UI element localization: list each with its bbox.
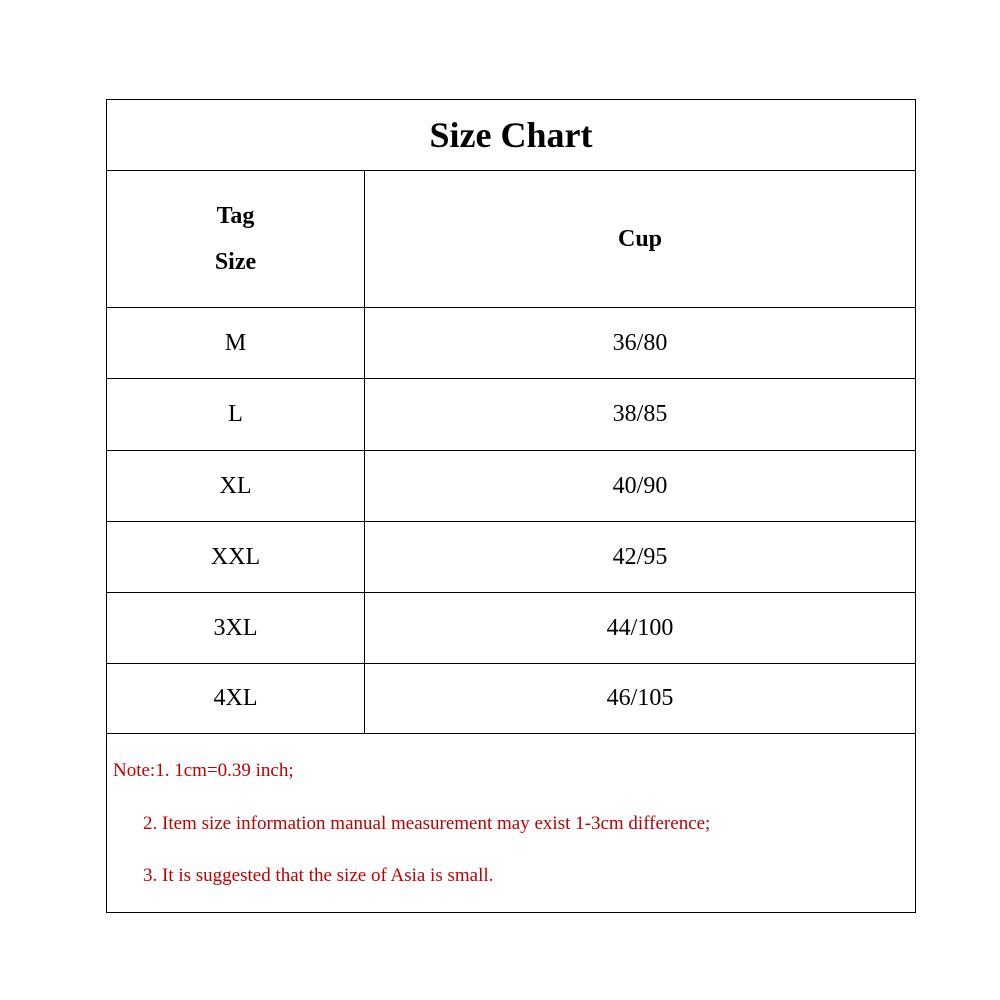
size-cell: L: [107, 379, 365, 450]
table-row: [107, 451, 915, 522]
table-row: [107, 308, 915, 379]
note-1: Note:1. 1cm=0.39 inch;: [113, 760, 294, 781]
table-row: [107, 379, 915, 451]
size-cell: 3XL: [107, 593, 365, 663]
table-row: [107, 522, 915, 593]
size-cell: XL: [107, 451, 365, 521]
size-cell: 4XL: [107, 664, 365, 733]
cup-cell: 42/95: [612, 543, 668, 570]
note-3: 3. It is suggested that the size of Asia is small.: [143, 865, 494, 886]
header-cup: [365, 171, 915, 307]
cup-cell: 36/80: [612, 329, 668, 356]
table-row: [107, 664, 915, 734]
title-row: [107, 100, 915, 171]
header-tag-size: [107, 171, 365, 307]
size-chart-table: [106, 99, 916, 913]
table-row: [107, 593, 915, 664]
note-2: 2. Item size information manual measurement may exist 1-3cm difference;: [143, 813, 711, 834]
size-cell: M: [107, 308, 365, 378]
chart-title: Size Chart: [429, 115, 593, 155]
header-tag-line1: Tag: [216, 203, 255, 229]
cup-cell: 38/85: [612, 401, 668, 427]
size-cell: XXL: [107, 522, 365, 592]
header-row: [107, 171, 915, 308]
notes-section: [107, 733, 915, 912]
cup-cell: 40/90: [612, 472, 668, 499]
cup-cell: 46/105: [606, 685, 674, 711]
header-cup-label: Cup: [617, 225, 663, 252]
cup-cell: 44/100: [606, 614, 674, 641]
header-tag-line2: Size: [214, 249, 257, 275]
